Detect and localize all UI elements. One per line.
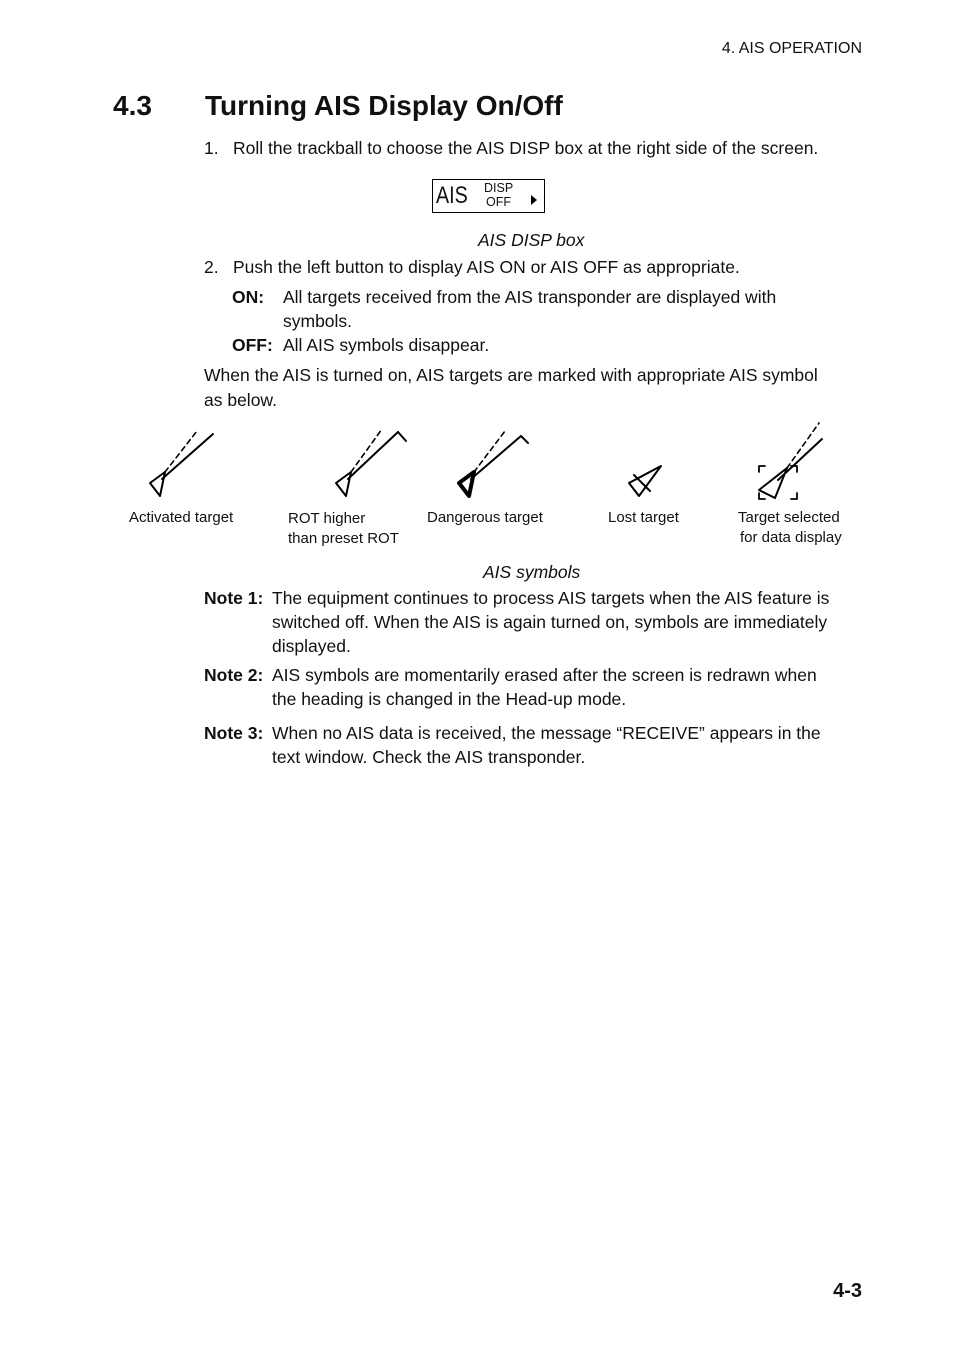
on-text-line1: All targets received from the AIS transponder are displayed with [283, 287, 777, 307]
caption-ais-symbols: AIS symbols [483, 562, 581, 582]
step-2-text: Push the left button to display AIS ON or AIS OFF as appropriate. [233, 257, 740, 277]
section-number: 4.3 [113, 90, 152, 121]
on-text-line2: symbols. [283, 311, 353, 331]
rot-target-icon [336, 429, 406, 496]
ais-disp-box [432, 179, 545, 213]
note-1-line1: The equipment continues to process AIS targets when the AIS feature is [272, 588, 830, 608]
note-2-line2: the heading is changed in the Head-up mode. [272, 689, 627, 709]
note-1-line3: displayed. [272, 636, 351, 656]
off-text: All AIS symbols disappear. [283, 335, 490, 355]
running-header: 4. AIS OPERATION [721, 40, 862, 57]
note-3-line2: text window. Check the AIS transponder. [272, 747, 586, 767]
paragraph-line1: When the AIS is turned on, AIS targets are marked with appropriate AIS symbol [204, 365, 818, 385]
ais-disp-box-line2: OFF [486, 195, 511, 209]
rot-label-line2: than preset ROT [288, 530, 399, 547]
selected-target-icon [759, 423, 822, 499]
off-label: OFF: [232, 335, 273, 355]
lost-target-icon [629, 466, 661, 496]
ais-symbols-figure [0, 415, 954, 510]
note-1-line2: switched off. When the AIS is again turned on, symbols are immediately [272, 612, 828, 632]
triangle-right-icon [530, 194, 538, 206]
dangerous-target-icon [459, 431, 528, 496]
page-number: 4-3 [833, 1280, 862, 1302]
caption-ais-disp-box: AIS DISP box [478, 230, 585, 250]
step-2-number: 2. [204, 257, 219, 277]
activated-target-icon [150, 431, 213, 496]
note-3-label: Note 3: [204, 723, 264, 743]
note-3-line1: When no AIS data is received, the message “RECEIVE” appears in the [272, 723, 821, 743]
selected-label-line1: Target selected [738, 509, 840, 526]
step-1-text: Roll the trackball to choose the AIS DISP box at the right side of the screen. [233, 138, 819, 158]
paragraph-line2: as below. [204, 390, 277, 410]
rot-label-line1: ROT higher [288, 510, 366, 527]
dangerous-target-label: Dangerous target [427, 509, 543, 526]
section-title: Turning AIS Display On/Off [205, 90, 563, 121]
ais-disp-box-line1: DISP [484, 181, 514, 195]
lost-target-label: Lost target [608, 509, 679, 526]
selected-label-line2: for data display [740, 529, 842, 546]
note-2-line1: AIS symbols are momentarily erased after the screen is redrawn when [272, 665, 817, 685]
activated-target-label: Activated target [129, 509, 234, 526]
on-label: ON: [232, 287, 265, 307]
note-1-label: Note 1: [204, 588, 264, 608]
step-1-number: 1. [204, 138, 219, 158]
ais-disp-box-label: AIS [436, 182, 468, 209]
note-2-label: Note 2: [204, 665, 264, 685]
